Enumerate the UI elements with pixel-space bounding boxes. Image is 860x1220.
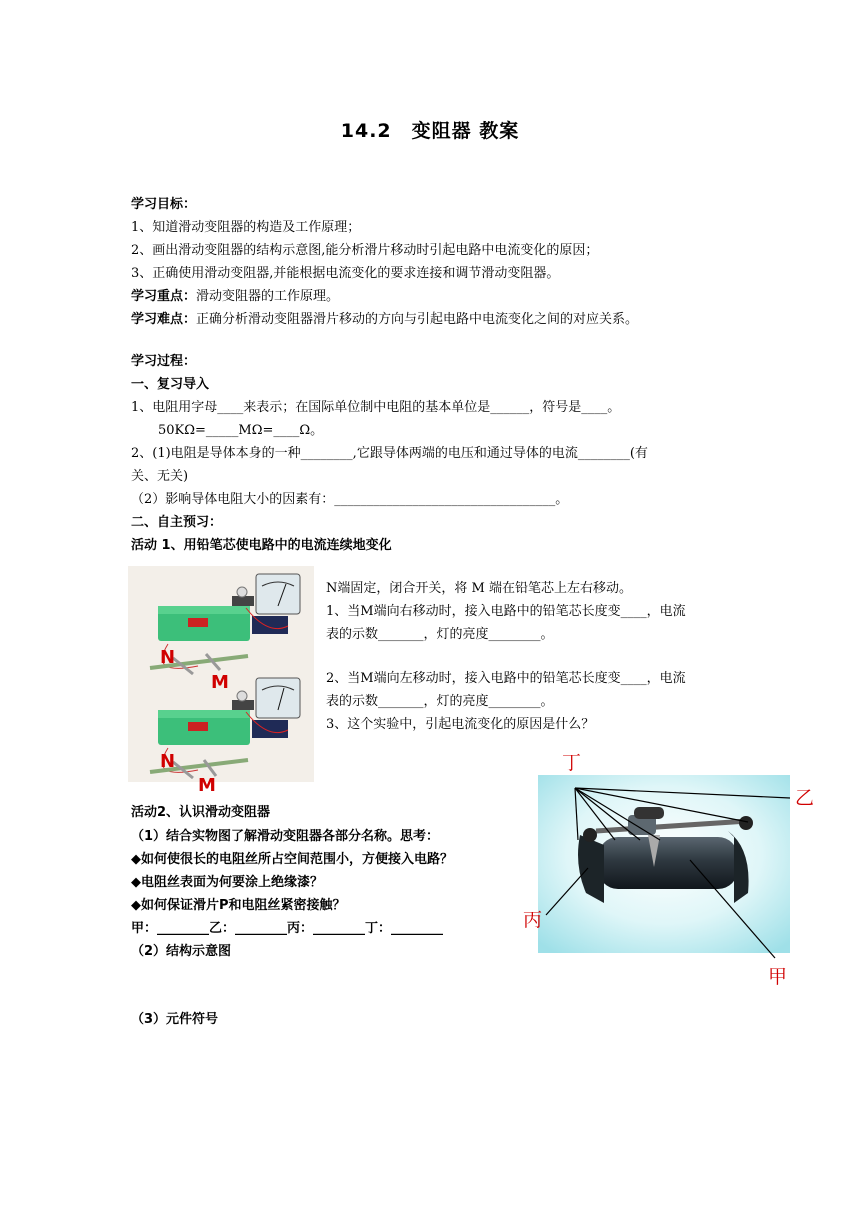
process-heading: 学习过程： bbox=[131, 354, 197, 369]
label-ding: 丁 bbox=[562, 752, 582, 774]
activity2-q2: （2）结构示意图 bbox=[131, 944, 232, 959]
objective-item: 3、正确使用滑动变阻器,并能根据电流变化的要求连接和调节滑动变阻器。 bbox=[131, 266, 560, 281]
activity1-heading: 活动 1、用铅笔芯使电路中的电流连续地变化 bbox=[131, 538, 392, 553]
page-title: 14.2 变阻器 教案 bbox=[340, 120, 520, 142]
activity2-heading: 活动2、认识滑动变阻器 bbox=[131, 805, 271, 820]
label-m-upper: M bbox=[211, 672, 229, 693]
label-jia: 甲 bbox=[768, 966, 788, 988]
review-line: 50KΩ=_____MΩ=____Ω。 bbox=[158, 423, 324, 438]
activity2-bullet: ◆如何保证滑片P和电阻丝紧密接触？ bbox=[131, 898, 346, 913]
activity2-bullet: ◆如何使很长的电阻丝所占空间范围小，方便接入电路？ bbox=[131, 852, 453, 867]
key-point-label: 学习重点： bbox=[131, 289, 197, 304]
activity1-line: 2、当M端向左移动时，接入电路中的铅笔芯长度变____，电流 bbox=[326, 671, 686, 686]
objectives-heading: 学习目标： bbox=[131, 197, 197, 212]
activity1-line: 1、当M端向右移动时，接入电路中的铅笔芯长度变____，电流 bbox=[326, 604, 686, 619]
review-line: 关、无关) bbox=[131, 469, 189, 484]
review-line: 2、(1)电阻是导体本身的一种________,它跟导体两端的电压和通过导体的电流________(有 bbox=[131, 446, 648, 461]
key-point-text: 滑动变阻器的工作原理。 bbox=[196, 289, 340, 304]
preview-heading: 二、自主预习： bbox=[131, 515, 223, 530]
label-m-lower: M bbox=[198, 775, 216, 796]
activity1-line: 表的示数_______，灯的亮度________。 bbox=[326, 627, 554, 642]
activity1-line: 表的示数_______，灯的亮度________。 bbox=[326, 694, 554, 709]
objective-item: 1、知道滑动变阻器的构造及工作原理； bbox=[131, 220, 361, 235]
activity1-line: N端固定，闭合开关，将 M 端在铅笔芯上左右移动。 bbox=[326, 581, 632, 596]
activity1-line: 3、这个实验中，引起电流变化的原因是什么？ bbox=[326, 717, 595, 732]
activity2-q3: （3）元件符号 bbox=[131, 1012, 219, 1027]
activity2-bullet: ◆电阻丝表面为何要涂上绝缘漆？ bbox=[131, 875, 323, 890]
objective-item: 2、画出滑动变阻器的结构示意图,能分析滑片移动时引起电路中电流变化的原因； bbox=[131, 243, 599, 258]
label-bing: 丙 bbox=[523, 909, 543, 931]
review-line: 1、电阻用字母____来表示；在国际单位制中电阻的基本单位是______，符号是____。 bbox=[131, 400, 621, 415]
difficulty-text: 正确分析滑动变阻器滑片移动的方向与引起电路中电流变化之间的对应关系。 bbox=[196, 312, 639, 327]
label-n-lower: N bbox=[160, 751, 176, 772]
review-heading: 一、复习导入 bbox=[131, 377, 210, 392]
label-yi: 乙 bbox=[795, 787, 815, 809]
review-line: （2）影响导体电阻大小的因素有：__________________________________。 bbox=[131, 492, 569, 507]
activity2-q1: （1）结合实物图了解滑动变阻器各部分名称。思考： bbox=[131, 829, 440, 844]
difficulty-label: 学习难点： bbox=[131, 312, 197, 327]
activity2-fill: 甲：________乙：________丙：________丁：________ bbox=[131, 921, 444, 936]
label-n-upper: N bbox=[160, 647, 176, 668]
